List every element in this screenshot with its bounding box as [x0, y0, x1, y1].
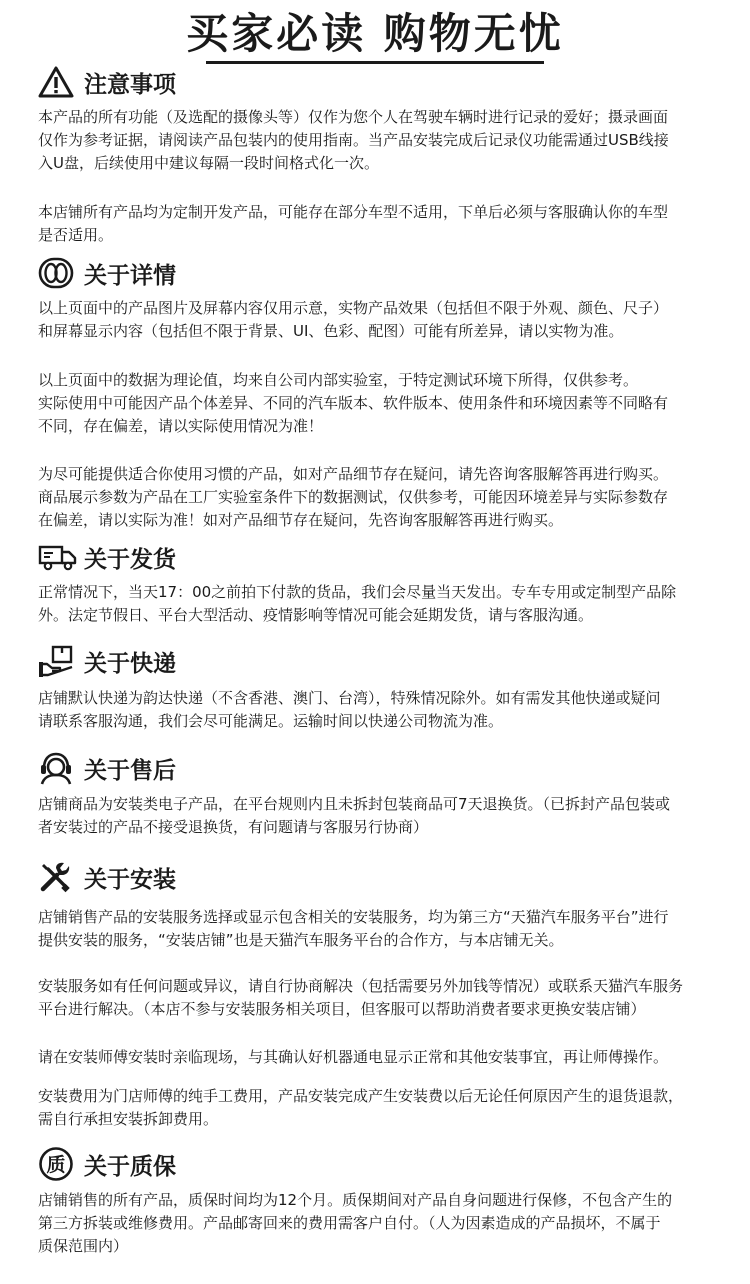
section-heading-after-sales: [38, 750, 176, 786]
text-line: 是否适用。: [38, 226, 114, 244]
section-heading-text: 关于售后: [84, 757, 176, 784]
customer-service-icon: [38, 750, 78, 786]
paragraph: [38, 463, 718, 532]
text-line: 商品展示参数为产品在工厂实验室条件下的数据测试，仅供参考，可能因环境差异与实际参数存: [38, 488, 669, 506]
text-line: 请在安装师傅安装时亲临现场，与其确认好机器通电显示正常和其他安装事宜，再让师傅操作。: [38, 1048, 669, 1066]
text-line: 质保范围内）: [38, 1237, 129, 1255]
section-heading-notice: [38, 64, 176, 100]
paragraph: [38, 297, 718, 343]
paragraph: [38, 201, 718, 247]
text-line: 提供安装的服务，“安装店铺”也是天猫汽车服务平台的合作方，与本店铺无关。: [38, 931, 564, 949]
paragraph: [38, 975, 718, 1021]
text-line: 本产品的所有功能（及选配的摄像头等）仅作为您个人在驾驶车辆时进行记录的爱好；摄录画面: [38, 108, 669, 126]
text-line: 和屏幕显示内容（包括但不限于背景、UI、色彩、配图）可能有所差异，请以实物为准。: [38, 322, 624, 340]
text-line: 在偏差，请以实际为准！如对产品细节存在疑问，先咨询客服解答再进行购买。: [38, 511, 564, 529]
section-heading-text: 关于发货: [84, 546, 176, 573]
section-heading-text: 注意事项: [84, 71, 176, 98]
text-line: 仅作为参考证据，请阅读产品包装内的使用指南。当产品安装完成后记录仪功能需通过USB线接: [38, 131, 669, 149]
details-icon: [38, 255, 78, 291]
paragraph: [38, 106, 718, 175]
package-hand-icon: [38, 643, 78, 679]
section-heading-details: [38, 255, 176, 291]
paragraph: [38, 369, 718, 438]
text-line: 店铺商品为安装类电子产品，在平台规则内且未拆封包装商品可7天退换货。（已拆封产品包装或: [38, 795, 671, 813]
text-line: 安装服务如有任何问题或异议，请自行协商解决（包括需要另外加钱等情况）或联系天猫汽车服务: [38, 977, 684, 995]
text-line: 者安装过的产品不接受退换货，有问题请与客服另行协商）: [38, 818, 429, 836]
text-line: 不同，存在偏差，请以实际使用情况为准！: [38, 417, 324, 435]
truck-icon: [38, 539, 78, 575]
paragraph: [38, 793, 718, 839]
text-line: 外。法定节假日、平台大型活动、疫情影响等情况可能会延期发货，请与客服沟通。: [38, 606, 594, 624]
paragraph: [38, 1189, 718, 1258]
text-line: 本店铺所有产品均为定制开发产品，可能存在部分车型不适用，下单后必须与客服确认你的车型: [38, 203, 669, 221]
title-underline: [206, 61, 544, 64]
text-line: 以上页面中的数据为理论值，均来自公司内部实验室，于特定测试环境下所得，仅供参考。: [38, 371, 639, 389]
paragraph: [38, 1085, 718, 1131]
section-heading-warranty: [38, 1146, 176, 1182]
text-line: 实际使用中可能因产品个体差异、不同的汽车版本、软件版本、使用条件和环境因素等不同略有: [38, 394, 669, 412]
section-heading-shipping: [38, 539, 176, 575]
text-line: 第三方拆装或维修费用。产品邮寄回来的费用需客户自付。（人为因素造成的产品损坏，不属于: [38, 1214, 661, 1232]
text-line: 正常情况下，当天17：00之前拍下付款的货品，我们会尽量当天发出。专车专用或定制型产品除: [38, 583, 677, 601]
section-heading-courier: [38, 643, 176, 679]
paragraph: [38, 687, 718, 733]
section-heading-text: 关于安装: [84, 866, 176, 893]
text-line: 平台进行解决。（本店不参与安装服务相关项目，但客服可以帮助消费者要求更换安装店铺）: [38, 1000, 646, 1018]
quality-badge-glyph: 质: [46, 1154, 66, 1176]
text-line: 入U盘，后续使用中建议每隔一段时间格式化一次。: [38, 154, 379, 172]
section-heading-text: 关于详情: [84, 262, 176, 289]
text-line: 店铺销售产品的安装服务选择或显示包含相关的安装服务，均为第三方“天猫汽车服务平台”进行: [38, 908, 669, 926]
paragraph: [38, 906, 718, 952]
tools-icon: [38, 859, 78, 895]
text-line: 请联系客服沟通，我们会尽可能满足。运输时间以快递公司物流为准。: [38, 712, 504, 730]
section-heading-installation: [38, 859, 176, 895]
warning-icon: [38, 64, 78, 100]
section-heading-text: 关于质保: [84, 1153, 176, 1180]
text-line: 店铺默认快递为韵达快递（不含香港、澳门、台湾），特殊情况除外。如有需发其他快递或疑问: [38, 689, 661, 707]
text-line: 安装费用为门店师傅的纯手工费用，产品安装完成产生安装费以后无论任何原因产生的退货退款，: [38, 1087, 684, 1105]
text-line: 店铺销售的所有产品，质保时间均为12个月。质保期间对产品自身问题进行保修，不包含产生的: [38, 1191, 673, 1209]
text-line: 为尽可能提供适合你使用习惯的产品，如对产品细节存在疑问，请先咨询客服解答再进行购买。: [38, 465, 669, 483]
paragraph: [38, 581, 718, 627]
section-heading-text: 关于快递: [84, 650, 176, 677]
quality-badge-icon: [38, 1146, 78, 1182]
page-title: 买家必读 购物无忧: [186, 9, 564, 58]
paragraph: [38, 1046, 718, 1069]
text-line: 以上页面中的产品图片及屏幕内容仅用示意，实物产品效果（包括但不限于外观、颜色、尺子）: [38, 299, 669, 317]
text-line: 需自行承担安装拆卸费用。: [38, 1110, 219, 1128]
